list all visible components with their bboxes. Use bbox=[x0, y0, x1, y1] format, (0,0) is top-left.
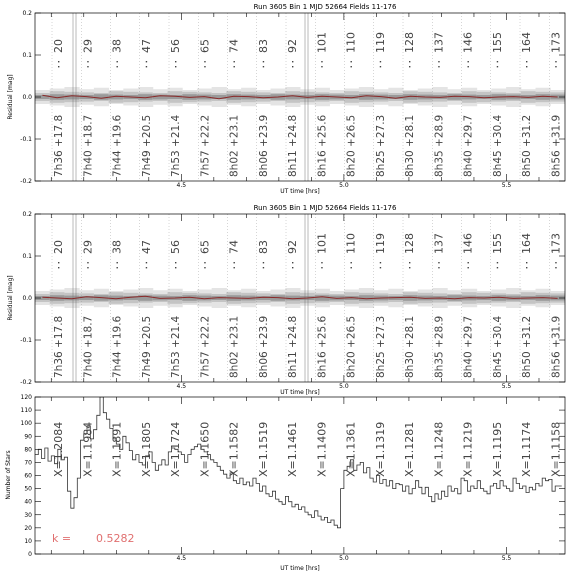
ra-dec-label: 8h30 +28.1 bbox=[404, 315, 416, 378]
airmass-label: X=1.1195 bbox=[490, 421, 504, 477]
ra-dec-label: 8h11 +24.8 bbox=[287, 315, 299, 378]
field-label: 47 bbox=[139, 39, 153, 53]
field-label: 74 bbox=[227, 39, 241, 53]
field-dot bbox=[58, 66, 59, 67]
field-label: 38 bbox=[110, 240, 124, 254]
field-dot bbox=[497, 262, 498, 263]
field-dot bbox=[263, 262, 264, 263]
airmass-label: X=1.1219 bbox=[461, 421, 475, 477]
x-tick-label: 4.5 bbox=[176, 182, 187, 189]
field-dot bbox=[292, 66, 293, 67]
ra-dec-label: 8h25 +27.3 bbox=[374, 114, 387, 177]
ra-dec-label: 8h20 +26.5 bbox=[345, 315, 358, 378]
field-dot bbox=[321, 61, 322, 62]
y-tick-label: -0.2 bbox=[20, 178, 32, 185]
y-tick-label: 0.1 bbox=[22, 253, 32, 260]
field-dot bbox=[87, 262, 88, 263]
field-label: 110 bbox=[344, 233, 358, 254]
field-label: 83 bbox=[256, 39, 270, 53]
field-dot bbox=[380, 267, 381, 268]
ra-dec-label: 7h53 +21.4 bbox=[170, 114, 182, 177]
field-dot bbox=[409, 262, 410, 263]
ra-dec-label: 8h20 +26.5 bbox=[345, 114, 358, 177]
field-label: 20 bbox=[52, 39, 65, 53]
x-tick-label: 5.5 bbox=[501, 383, 512, 390]
field-dot bbox=[555, 66, 556, 67]
ra-dec-label: 8h02 +23.1 bbox=[228, 315, 241, 378]
field-dot bbox=[175, 66, 176, 67]
ra-dec-label: 8h11 +24.8 bbox=[287, 114, 299, 177]
y-tick-label: 0.2 bbox=[22, 211, 32, 218]
ra-dec-label: 8h16 +25.6 bbox=[316, 114, 329, 177]
ra-dec-label: 7h44 +19.6 bbox=[111, 114, 124, 177]
field-dot bbox=[380, 61, 381, 62]
field-label: 128 bbox=[403, 32, 416, 53]
airmass-label: X=1.2084 bbox=[52, 421, 65, 477]
ra-dec-label: 8h56 +31.9 bbox=[550, 114, 563, 177]
field-dot bbox=[204, 61, 205, 62]
y-tick-label: -0.1 bbox=[20, 337, 32, 344]
field-label: 155 bbox=[490, 32, 504, 53]
y-tick-label: 80 bbox=[24, 446, 32, 454]
airmass-label: X=1.1984 bbox=[81, 421, 95, 477]
y-tick-label: 20 bbox=[24, 524, 32, 532]
field-dot bbox=[58, 267, 59, 268]
field-label: 83 bbox=[256, 240, 270, 254]
field-dot bbox=[351, 262, 352, 263]
airmass-label: X=1.1409 bbox=[315, 421, 329, 477]
x-axis-label: UT time [hrs] bbox=[280, 565, 320, 572]
y-tick-label: 70 bbox=[24, 459, 32, 467]
ra-dec-label: 7h49 +20.5 bbox=[140, 114, 153, 177]
ra-dec-label: 8h50 +31.2 bbox=[521, 114, 533, 177]
y-tick-label: 30 bbox=[24, 511, 32, 519]
ra-dec-label: 7h57 +22.2 bbox=[199, 315, 212, 378]
airmass-label: X=1.1281 bbox=[403, 421, 416, 477]
airmass-label: X=1.1519 bbox=[256, 421, 270, 477]
field-dot bbox=[292, 267, 293, 268]
field-label: 146 bbox=[461, 233, 475, 254]
x-tick-label: 4.5 bbox=[176, 383, 187, 390]
y-tick-label: -0.1 bbox=[20, 136, 32, 143]
field-dot bbox=[351, 267, 352, 268]
field-label: 164 bbox=[520, 32, 533, 53]
airmass-label: X=1.1158 bbox=[549, 421, 563, 477]
field-label: 119 bbox=[373, 233, 387, 254]
field-dot bbox=[117, 267, 118, 268]
field-dot bbox=[146, 262, 147, 263]
airmass-label: X=1.1805 bbox=[139, 421, 153, 477]
x-tick-label: 4.5 bbox=[176, 555, 187, 562]
field-label: 101 bbox=[315, 233, 329, 254]
y-tick-label: 100 bbox=[20, 420, 32, 428]
airmass-label: X=1.1891 bbox=[110, 421, 124, 477]
field-label: 119 bbox=[373, 32, 387, 53]
field-dot bbox=[438, 267, 439, 268]
field-dot bbox=[351, 66, 352, 67]
y-tick-label: 90 bbox=[24, 433, 32, 441]
y-tick-label: 0 bbox=[28, 551, 32, 558]
ra-dec-label: 8h02 +23.1 bbox=[228, 114, 241, 177]
ra-dec-label: 7h40 +18.7 bbox=[82, 114, 95, 177]
airmass-label: X=1.1461 bbox=[286, 421, 299, 477]
band-inner bbox=[315, 295, 330, 301]
y-axis-label: Residual [mag] bbox=[7, 74, 14, 120]
x-tick-label: 5.5 bbox=[501, 555, 512, 562]
field-dot bbox=[321, 262, 322, 263]
band-inner bbox=[359, 94, 374, 100]
k-value: 0.5282 bbox=[96, 532, 135, 545]
field-dot bbox=[438, 262, 439, 263]
panel-title: Run 3605 Bin 1 MJD 52664 Fields 11-176 bbox=[253, 3, 397, 11]
field-label: 38 bbox=[110, 39, 124, 53]
field-dot bbox=[497, 61, 498, 62]
field-label: 29 bbox=[81, 240, 95, 254]
field-dot bbox=[351, 61, 352, 62]
field-dot bbox=[409, 66, 410, 67]
ra-dec-label: 8h40 +29.7 bbox=[462, 114, 475, 177]
field-label: 164 bbox=[520, 233, 533, 254]
y-axis-label: Number of Stars bbox=[5, 450, 12, 500]
field-dot bbox=[468, 66, 469, 67]
y-tick-label: 0.2 bbox=[22, 10, 32, 17]
ra-dec-label: 7h40 +18.7 bbox=[82, 315, 95, 378]
ra-dec-label: 8h40 +29.7 bbox=[462, 315, 475, 378]
field-label: 137 bbox=[432, 32, 446, 53]
field-dot bbox=[380, 262, 381, 263]
y-tick-label: 120 bbox=[20, 394, 32, 401]
field-dot bbox=[263, 267, 264, 268]
field-label: 173 bbox=[549, 233, 563, 254]
field-dot bbox=[263, 61, 264, 62]
field-dot bbox=[438, 61, 439, 62]
field-label: 92 bbox=[286, 39, 299, 53]
field-dot bbox=[175, 267, 176, 268]
x-tick-label: 5.5 bbox=[501, 182, 512, 189]
field-dot bbox=[175, 61, 176, 62]
field-dot bbox=[292, 61, 293, 62]
field-label: 101 bbox=[315, 32, 329, 53]
field-dot bbox=[87, 66, 88, 67]
field-dot bbox=[117, 262, 118, 263]
y-axis-label: Residual [mag] bbox=[7, 275, 14, 321]
y-tick-label: 50 bbox=[24, 485, 32, 493]
airmass-label: X=1.1319 bbox=[373, 421, 387, 477]
field-label: 173 bbox=[549, 32, 563, 53]
field-dot bbox=[555, 267, 556, 268]
field-label: 29 bbox=[81, 39, 95, 53]
field-label: 146 bbox=[461, 32, 475, 53]
field-dot bbox=[58, 61, 59, 62]
field-dot bbox=[380, 66, 381, 67]
field-dot bbox=[497, 66, 498, 67]
field-dot bbox=[58, 262, 59, 263]
panel-title: Run 3605 Bin 1 MJD 52664 Fields 11-176 bbox=[253, 204, 397, 212]
airmass-label: X=1.1361 bbox=[344, 421, 358, 477]
ra-dec-label: 7h53 +21.4 bbox=[170, 315, 182, 378]
x-axis-label: UT time [hrs] bbox=[280, 389, 320, 396]
field-dot bbox=[146, 61, 147, 62]
field-label: 74 bbox=[227, 240, 241, 254]
field-dot bbox=[234, 61, 235, 62]
field-dot bbox=[175, 262, 176, 263]
field-label: 65 bbox=[198, 39, 212, 53]
field-dot bbox=[87, 267, 88, 268]
field-label: 92 bbox=[286, 240, 299, 254]
field-dot bbox=[468, 262, 469, 263]
field-dot bbox=[526, 61, 527, 62]
ra-dec-label: 7h49 +20.5 bbox=[140, 315, 153, 378]
field-label: 20 bbox=[52, 240, 65, 254]
field-label: 128 bbox=[403, 233, 416, 254]
x-axis-label: UT time [hrs] bbox=[280, 188, 320, 195]
field-dot bbox=[146, 66, 147, 67]
y-tick-label: -0.2 bbox=[20, 379, 32, 386]
ra-dec-label: 8h56 +31.9 bbox=[550, 315, 563, 378]
ra-dec-label: 8h50 +31.2 bbox=[521, 315, 533, 378]
field-dot bbox=[234, 262, 235, 263]
y-tick-label: 0.0 bbox=[22, 295, 32, 302]
field-dot bbox=[409, 61, 410, 62]
ra-dec-label: 7h36 +17.8 bbox=[53, 315, 65, 378]
field-dot bbox=[321, 267, 322, 268]
field-dot bbox=[526, 262, 527, 263]
field-dot bbox=[497, 267, 498, 268]
x-tick-label: 5.0 bbox=[339, 182, 349, 189]
airmass-label: X=1.1248 bbox=[432, 421, 446, 477]
field-label: 137 bbox=[432, 233, 446, 254]
ra-dec-label: 8h30 +28.1 bbox=[404, 114, 416, 177]
airmass-label: X=1.1582 bbox=[227, 421, 241, 477]
field-label: 47 bbox=[139, 240, 153, 254]
ra-dec-label: 8h45 +30.4 bbox=[491, 114, 504, 177]
ra-dec-label: 8h06 +23.9 bbox=[257, 315, 270, 378]
ra-dec-label: 8h16 +25.6 bbox=[316, 315, 329, 378]
y-tick-label: 0.1 bbox=[22, 52, 32, 59]
field-label: 155 bbox=[490, 233, 504, 254]
field-dot bbox=[526, 267, 527, 268]
field-label: 56 bbox=[169, 39, 182, 53]
field-dot bbox=[204, 66, 205, 67]
ra-dec-label: 7h57 +22.2 bbox=[199, 114, 212, 177]
airmass-label: X=1.1650 bbox=[198, 421, 212, 477]
field-dot bbox=[204, 267, 205, 268]
field-dot bbox=[555, 61, 556, 62]
ra-dec-label: 8h06 +23.9 bbox=[257, 114, 270, 177]
field-label: 56 bbox=[169, 240, 182, 254]
k-label: k = bbox=[52, 532, 72, 545]
field-label: 110 bbox=[344, 32, 358, 53]
field-dot bbox=[204, 262, 205, 263]
field-dot bbox=[117, 61, 118, 62]
field-dot bbox=[468, 61, 469, 62]
x-tick-label: 5.0 bbox=[339, 383, 349, 390]
ra-dec-label: 8h45 +30.4 bbox=[491, 315, 504, 378]
ra-dec-label: 7h44 +19.6 bbox=[111, 315, 124, 378]
y-tick-label: 60 bbox=[24, 472, 32, 480]
field-dot bbox=[526, 66, 527, 67]
ra-dec-label: 8h35 +28.9 bbox=[433, 114, 446, 177]
y-tick-label: 0.0 bbox=[22, 94, 32, 101]
ra-dec-label: 8h35 +28.9 bbox=[433, 315, 446, 378]
field-label: 65 bbox=[198, 240, 212, 254]
field-dot bbox=[555, 262, 556, 263]
field-dot bbox=[146, 267, 147, 268]
x-tick-label: 5.0 bbox=[339, 555, 349, 562]
airmass-label: X=1.1724 bbox=[169, 421, 182, 477]
airmass-label: X=1.1174 bbox=[520, 421, 533, 477]
y-tick-label: 110 bbox=[20, 407, 32, 415]
field-dot bbox=[234, 267, 235, 268]
field-dot bbox=[438, 66, 439, 67]
band-inner bbox=[94, 94, 109, 100]
field-dot bbox=[234, 66, 235, 67]
field-dot bbox=[468, 267, 469, 268]
ra-dec-label: 7h36 +17.8 bbox=[53, 114, 65, 177]
field-dot bbox=[263, 66, 264, 67]
ra-dec-label: 8h25 +27.3 bbox=[374, 315, 387, 378]
field-dot bbox=[87, 61, 88, 62]
y-tick-label: 40 bbox=[24, 498, 32, 506]
field-dot bbox=[117, 66, 118, 67]
field-dot bbox=[409, 267, 410, 268]
field-dot bbox=[321, 66, 322, 67]
y-tick-label: 10 bbox=[24, 537, 32, 545]
field-dot bbox=[292, 262, 293, 263]
